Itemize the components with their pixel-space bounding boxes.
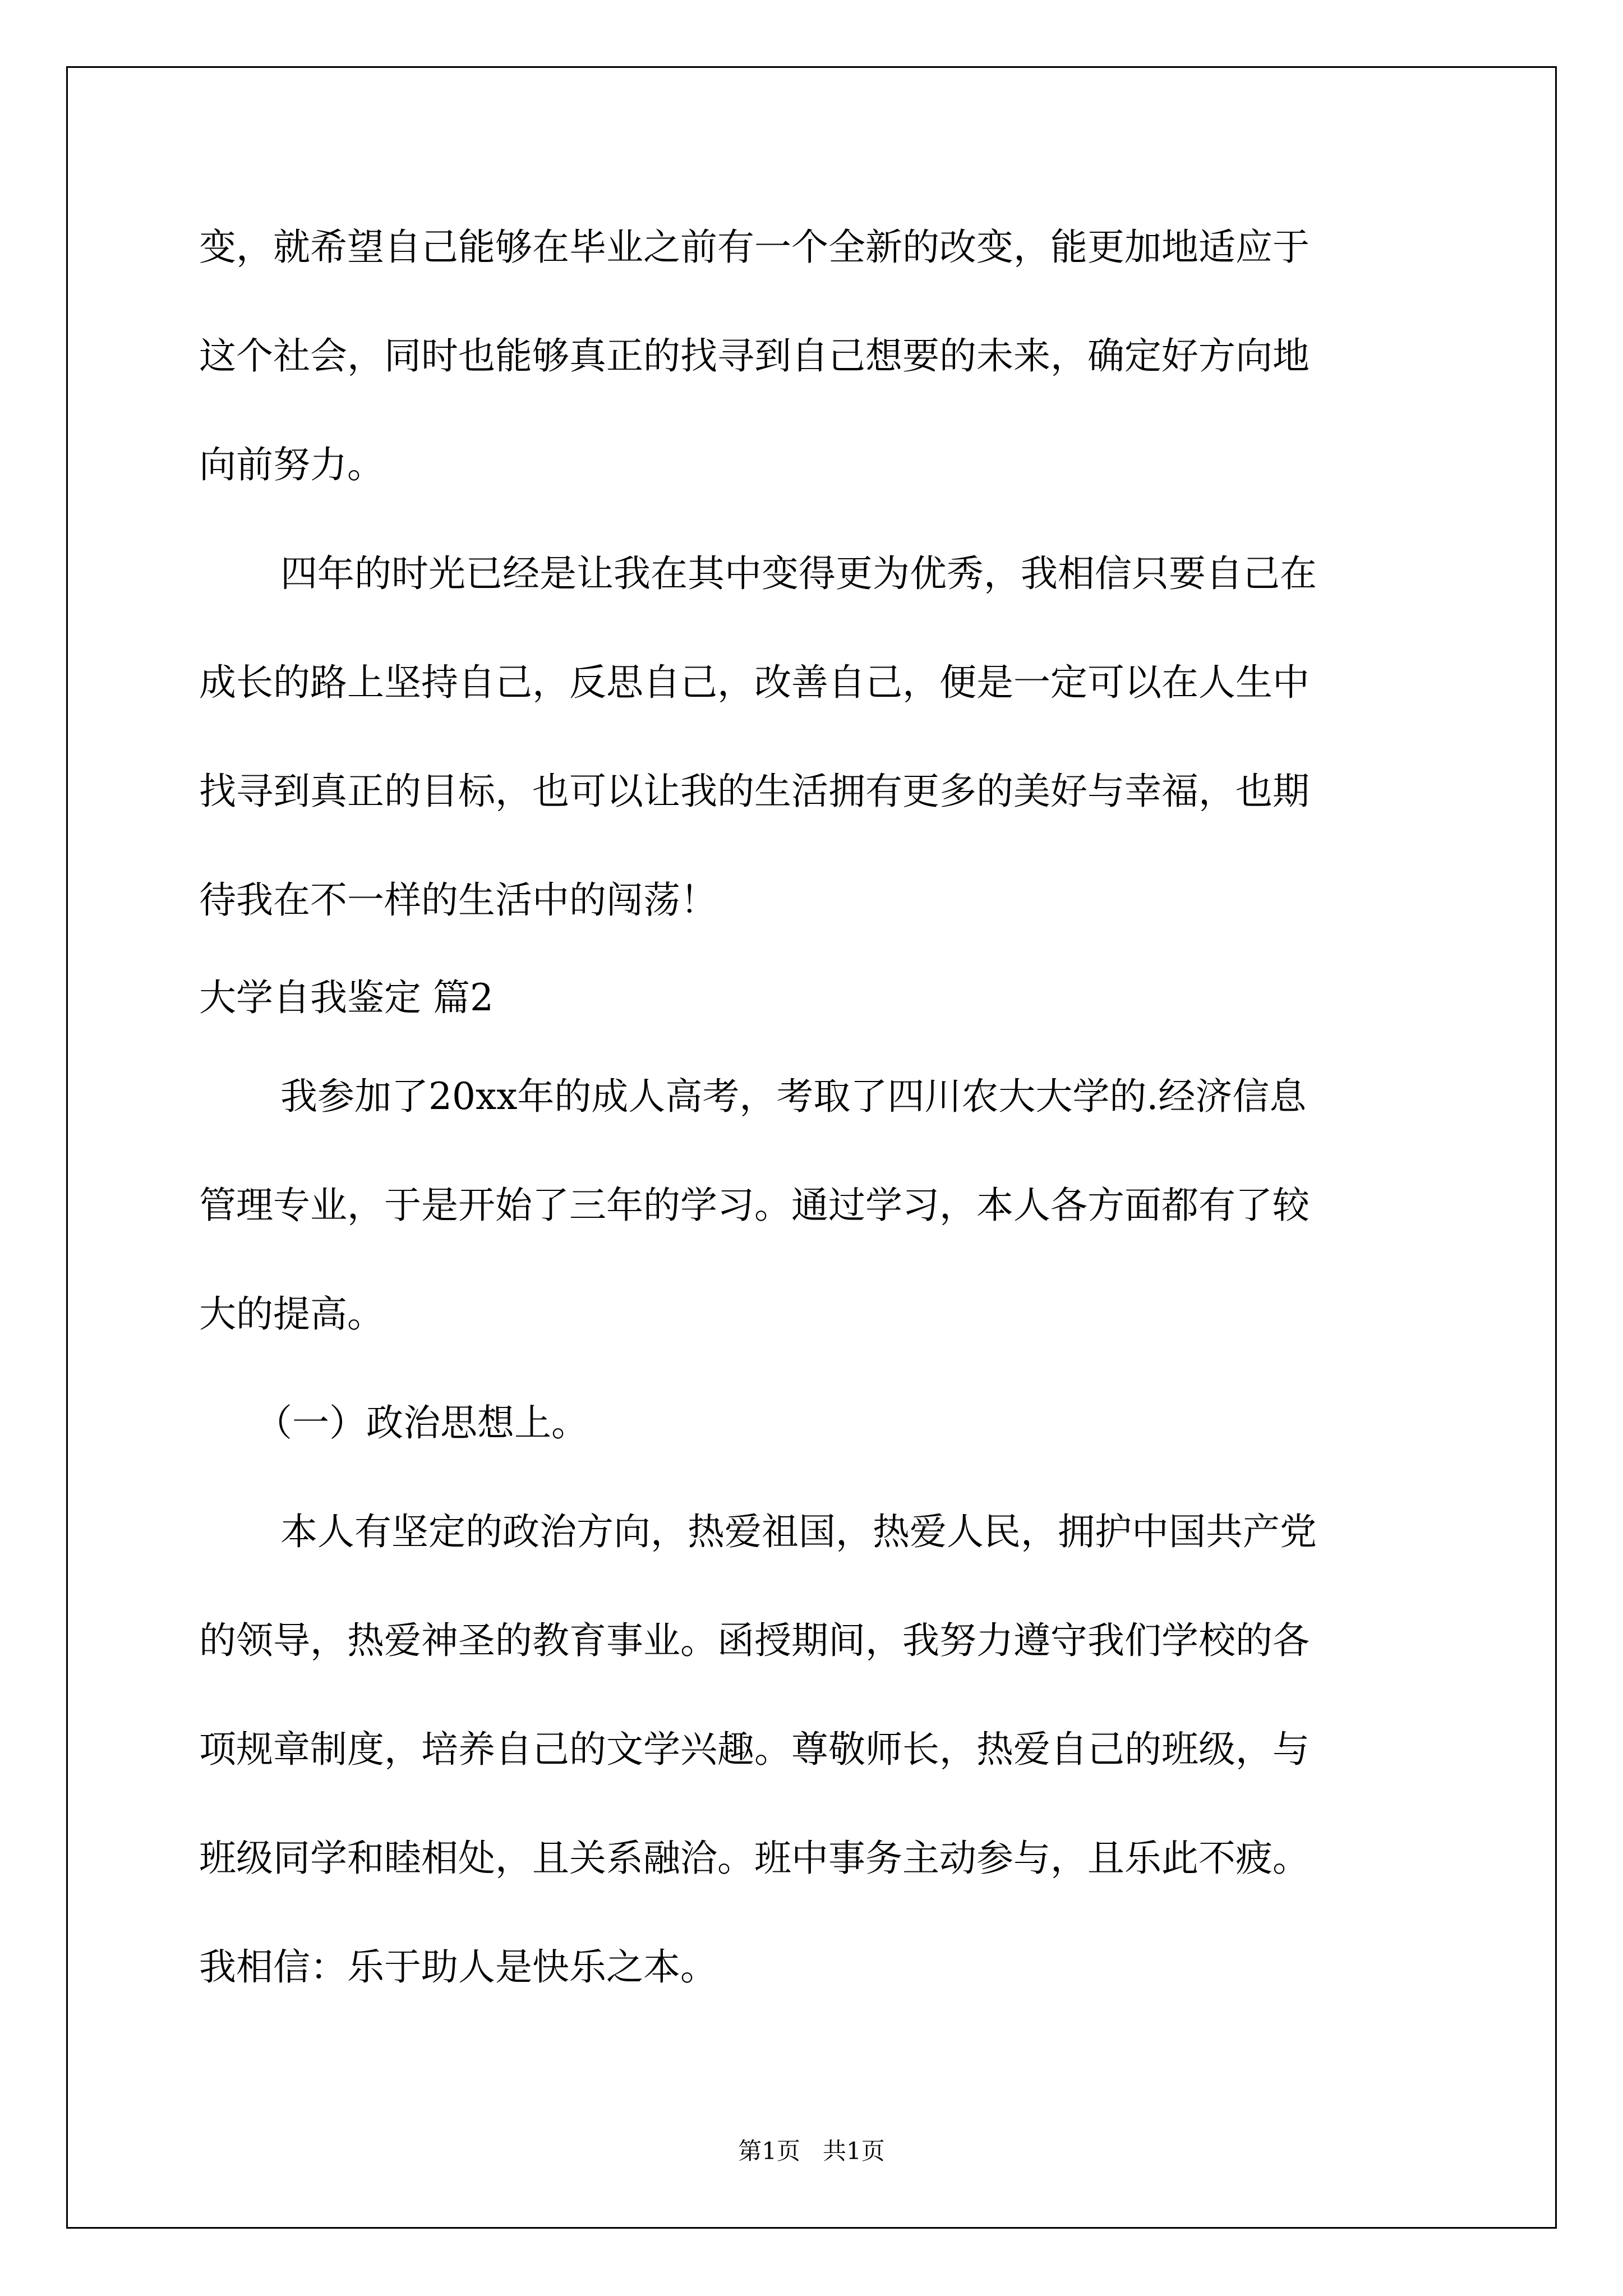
paragraph-line: 的领导，热爱神圣的教育事业。函授期间，我努力遵守我们学校的各 (199, 1619, 1310, 1662)
paragraph-line: 班级同学和睦相处，且关系融洽。班中事务主动参与，且乐此不疲。 (199, 1837, 1310, 1880)
paragraph-line: 四年的时光已经是让我在其中变得更为优秀，我相信只要自己在 (280, 552, 1317, 595)
paragraph-line: 找寻到真正的目标，也可以让我的生活拥有更多的美好与幸福，也期 (199, 770, 1310, 813)
paragraph-line: 成长的路上坚持自己，反思自己，改善自己，便是一定可以在人生中 (199, 661, 1310, 704)
section-heading: 大学自我鉴定 篇2 (199, 976, 494, 1019)
page-footer (0, 2133, 1623, 2166)
paragraph-line: 我参加了20xx年的成人高考，考取了四川农大大学的.经济信息 (280, 1075, 1307, 1118)
paragraph-line: 变，就希望自己能够在毕业之前有一个全新的改变，能更加地适应于 (199, 226, 1310, 269)
paragraph-line: 向前努力。 (199, 443, 384, 486)
paragraph-line: 我相信：乐于助人是快乐之本。 (199, 1945, 717, 1989)
paragraph-line: 大的提高。 (199, 1292, 384, 1336)
paragraph-line: 待我在不一样的生活中的闯荡！ (199, 878, 717, 922)
subsection-heading: （一）政治思想上。 (255, 1401, 588, 1444)
paragraph-line: 项规章制度，培养自己的文学兴趣。尊敬师长，热爱自己的班级，与 (199, 1728, 1310, 1771)
paragraph-line: 管理专业，于是开始了三年的学习。通过学习，本人各方面都有了较 (199, 1184, 1310, 1227)
paragraph-line: 本人有坚定的政治方向，热爱祖国，热爱人民，拥护中国共产党 (280, 1510, 1317, 1553)
page-total: 共1页 (823, 2137, 885, 2165)
page-number: 第1页 (738, 2137, 800, 2165)
paragraph-line: 这个社会，同时也能够真正的找寻到自己想要的未来，确定好方向地 (199, 334, 1310, 378)
page-border (66, 66, 1557, 2229)
